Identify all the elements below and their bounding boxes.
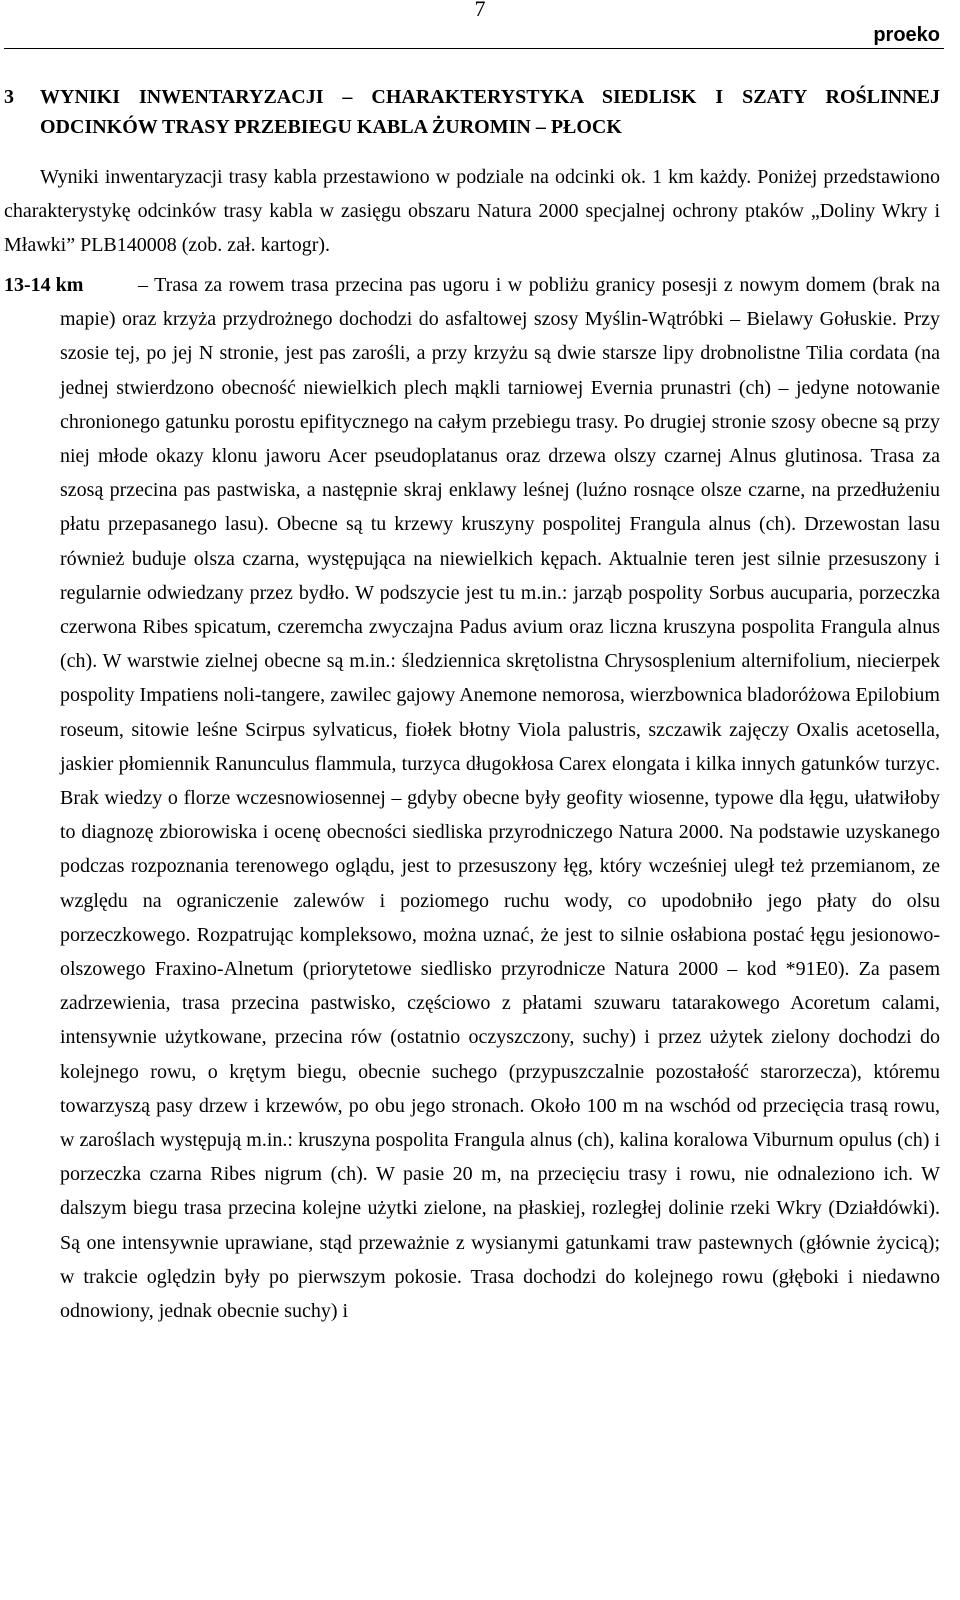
page-number: 7 [474,0,486,21]
section-number: 3 [4,86,14,108]
brand-logo-text: proeko [873,24,940,46]
intro-paragraph: Wyniki inwentaryzacji trasy kabla przestawiono w podziale na odcinki ok. 1 km każdy. Poniżej przedstawiono charakterystykę odcinków trasy kabla w zasięgu obszaru Natura 2000 specjalnej ochrony ptaków „Doliny Wkry i Mławki” PLB140008 (zob. zał. kartogr). [4,166,940,256]
segment-label: 13-14 km [4,274,84,296]
segment-description: – Trasa za rowem trasa przecina pas ugoru i w pobliżu granicy posesji z nowym domem (brak na mapie) oraz krzyża przydrożnego dochodzi do asfaltowej szosy Myślin-Wątróbki – Bielawy Gołuskie. Przy szosie tej, po jej N stronie, jest pas zarośli, a przy krzyżu są dwie starsze lipy drobnolistne Tilia cordata (na jednej stwierdzono obecność niewielkich plech mąkli tarniowej Evernia prunastri (ch) – jedyne notowanie chronionego gatunku porostu epifitycznego na całym przebiegu trasy. Po drugiej stronie szosy obecne są przy niej młode okazy klonu jaworu Acer pseudoplatanus oraz drzewa olszy czarnej Alnus glutinosa. Trasa za szosą przecina pas pastwiska, a następnie skraj enklawy leśnej (luźno rosnące olsze czarne, na przedłużeniu płatu przepasanego lasu). Obecne są tu krzewy kruszyny pospolitej Frangula alnus (ch). Drzewostan lasu również buduje olsza czarna, występująca na niewielkich kępach. Aktualnie teren jest silnie przesuszony i regularnie odwiedzany przez bydło. W podszycie jest tu m.in.: jarząb pospolity Sorbus aucuparia, porzeczka czerwona Ribes spicatum, czeremcha zwyczajna Padus avium oraz liczna kruszyna pospolita Frangula alnus (ch). W warstwie zielnej obecne są m.in.: śledziennica skrętolistna Chrysosplenium alternifolium, niecierpek pospolity Impatiens noli-tangere, zawilec gajowy Anemone nemorosa, wierzbownica bladoróżowa Epilobium roseum, sitowie leśne Scirpus sylvaticus, fiołek błotny Viola palustris, szczawik zajęczy Oxalis acetosella, jaskier płomiennik Ranunculus flammula, turzyca długokłosa Carex elongata i kilka innych gatunków turzyc. Brak wiedzy o florze wczesnowiosennej – gdyby obecne były geofity wiosenne, typowe dla łęgu, ułatwiłoby to diagnozę zbiorowiska i ocenę obecności siedliska przyrodniczego Natura 2000. Na podstawie uzyskanego podczas rozpoznania terenowego oglądu, jest to przesuszony łęg, który wcześniej uległ też przemianom, ze względu na ograniczenie zalewów i poziomego ruchu wody, co upodobniło jego płaty do olsu porzeczkowego. Rozpatrując kompleksowo, można uznać, że jest to silnie osłabiona postać łęgu jesionowo-olszowego Fraxino-Alnetum (priorytetowe siedlisko przyrodnicze Natura 2000 – kod *91E0). Za pasem zadrzewienia, trasa przecina pastwisko, częściowo z płatami szuwaru tatarakowego Acoretum calami, intensywnie użytkowane, przecina rów (ostatnio oczyszczony, suchy) i przez użytek zielony dochodzi do kolejnego rowu, o krętym biegu, obecnie suchego (przypuszczalnie pozostałość starorzecza), któremu towarzyszą pasy drzew i krzewów, po obu jego stronach. Około 100 m na wschód od przecięcia trasą rowu, w zaroślach występują m.in.: kruszyna pospolita Frangula alnus (ch), kalina koralowa Viburnum opulus (ch) i porzeczka czarna Ribes nigrum (ch). W pasie 20 m, na przecięciu trasy i rowu, nie odnaleziono ich. W dalszym biegu trasa przecina kolejne użytki zielone, na płaskiej, rozległej dolinie rzeki Wkry (Działdówki). Są one intensywnie uprawiane, stąd przeważnie z wysianymi gatunkami traw pastewnych (głównie życicą); w trakcie oględzin były po pierwszym pokosie. Trasa dochodzi do kolejnego rowu (głęboki i niedawno odnowiony, jednak obecnie suchy) i [60,274,940,1323]
header-divider [4,48,944,49]
route-segment-entry [4,268,940,1328]
section-title: WYNIKI INWENTARYZACJI – CHARAKTERYSTYKA SIEDLISK I SZATY ROŚLINNEJ ODCINKÓW TRASY PRZEBIEGU KABLA ŻUROMIN – PŁOCK [40,86,940,138]
section-heading [4,82,940,142]
